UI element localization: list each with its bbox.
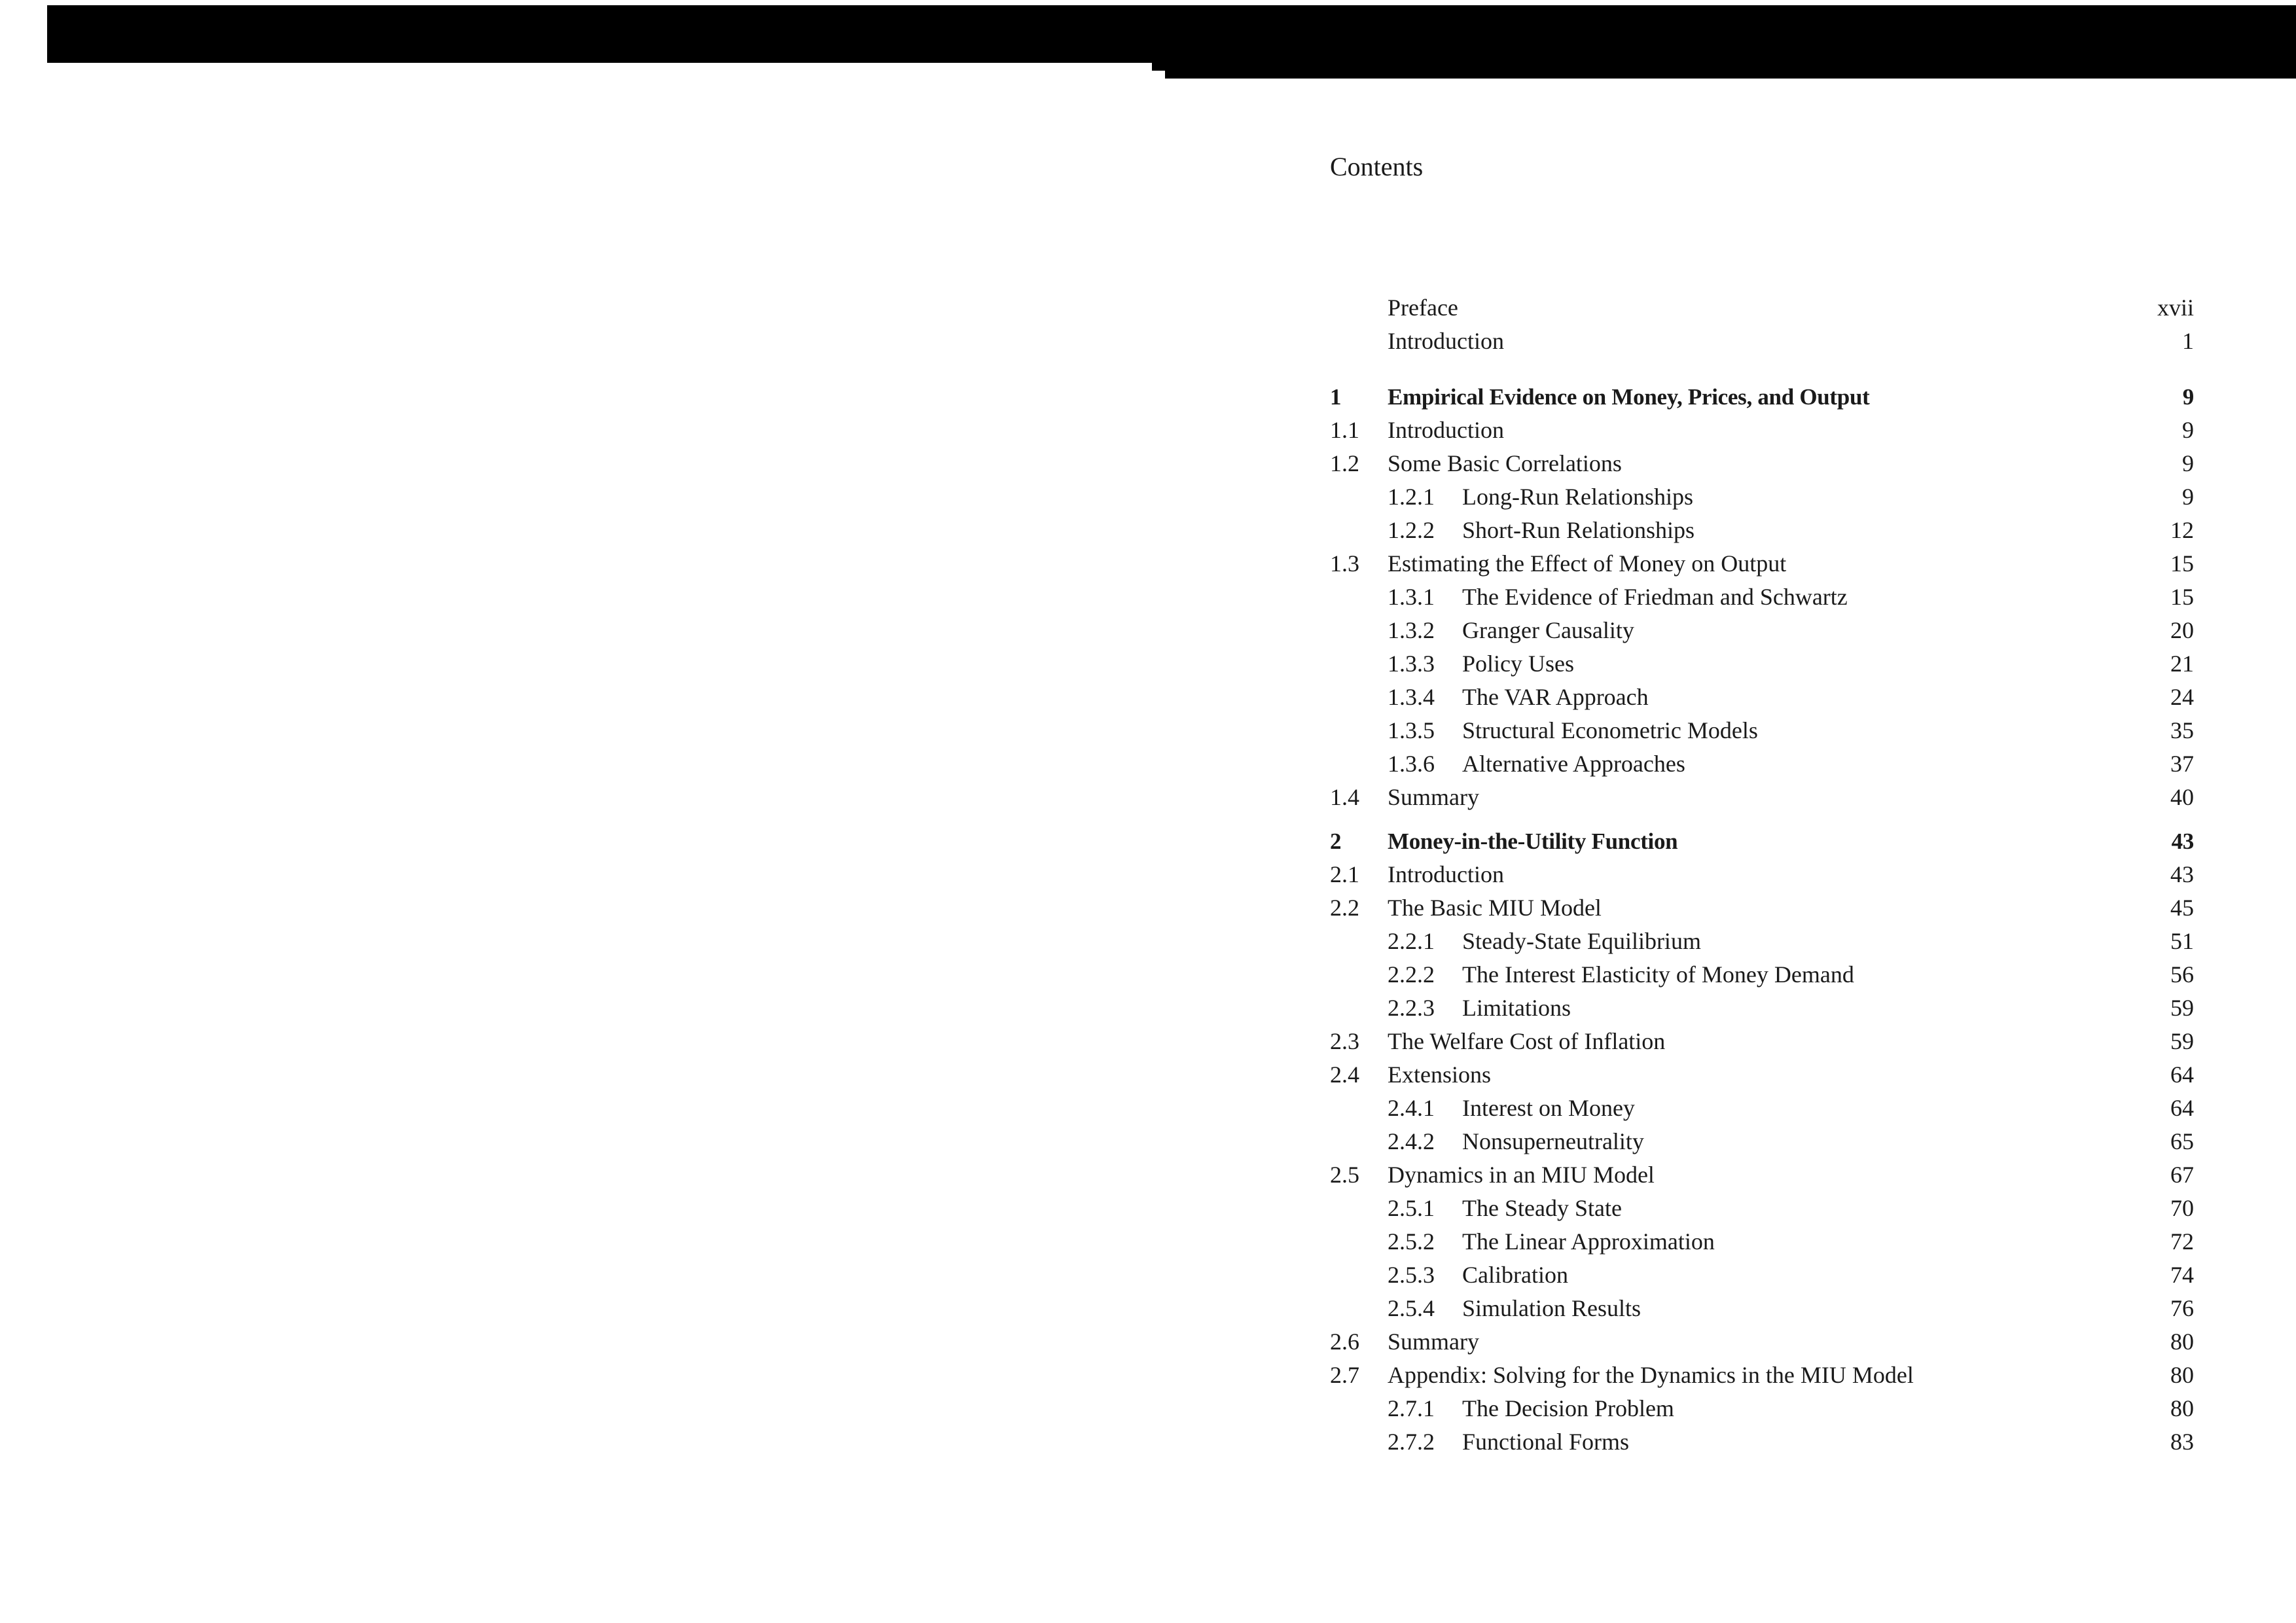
toc-entry-number: 2.4.1: [1388, 1095, 1435, 1121]
toc-entry-page: 70: [2170, 1195, 2194, 1221]
toc-entry-number: 1.3.4: [1388, 684, 1435, 710]
toc-entry-page: 9: [2182, 484, 2194, 510]
toc-entry-title: The Welfare Cost of Inflation: [1388, 1028, 1666, 1054]
toc-entry-number: 2.7: [1330, 1362, 1359, 1388]
toc-entry-page: 65: [2170, 1128, 2194, 1154]
toc-entry-number: 1.2.1: [1388, 484, 1435, 510]
toc-entry-title: Introduction: [1388, 328, 1504, 354]
toc-entry-page: 83: [2170, 1429, 2194, 1455]
toc-entry-title: The Interest Elasticity of Money Demand: [1462, 961, 1854, 988]
toc-section-1-4[interactable]: [1330, 781, 2194, 814]
toc-entry-title: The Decision Problem: [1462, 1395, 1674, 1421]
toc-entry-page: 15: [2170, 584, 2194, 610]
toc-entry-page: 51: [2170, 928, 2194, 954]
page-title: Contents: [1330, 152, 1424, 181]
toc-entry-number: 2.4: [1330, 1061, 1359, 1088]
toc-entry-page: 80: [2170, 1329, 2194, 1355]
toc-entry-number: 2.5.1: [1388, 1195, 1435, 1221]
toc-section-2-4[interactable]: [1330, 1058, 2194, 1092]
toc-entry-title: Steady-State Equilibrium: [1462, 928, 1701, 954]
toc-entry-number: 1.2.2: [1388, 517, 1435, 543]
toc-entry-title: Summary: [1388, 784, 1479, 810]
toc-entry-title: Estimating the Effect of Money on Output: [1388, 550, 1787, 577]
toc-subsection-2-5-4[interactable]: [1330, 1292, 2194, 1325]
toc-section-1-2[interactable]: [1330, 447, 2194, 480]
toc-entry-number: 2.6: [1330, 1329, 1359, 1355]
toc-entry-title: Extensions: [1388, 1061, 1491, 1088]
toc-entry-page: 9: [2182, 417, 2194, 443]
toc-section-2-1[interactable]: [1330, 858, 2194, 891]
toc-entry-title: Structural Econometric Models: [1462, 717, 1758, 743]
toc-entry-page: 15: [2170, 550, 2194, 577]
scan-edge-left: [47, 5, 1173, 63]
toc-subsection-2-2-3[interactable]: [1330, 991, 2194, 1025]
toc-section-2-7[interactable]: [1330, 1359, 2194, 1392]
toc-entry-title: Limitations: [1462, 995, 1571, 1021]
toc-entry-page: 72: [2170, 1228, 2194, 1255]
toc-subsection-2-5-3[interactable]: [1330, 1258, 2194, 1292]
toc-entry-title: Policy Uses: [1462, 651, 1574, 677]
toc-entry-page: 64: [2170, 1061, 2194, 1088]
toc-entry-page: 37: [2170, 751, 2194, 777]
toc-entry-title: Alternative Approaches: [1462, 751, 1685, 777]
toc-entry-number: 1.4: [1330, 784, 1359, 810]
toc-entry-number: 2.2.3: [1388, 995, 1435, 1021]
toc-entry-number: 2.2.1: [1388, 928, 1435, 954]
toc-entry-page: 67: [2170, 1162, 2194, 1188]
toc-entry-title: Nonsuperneutrality: [1462, 1128, 1644, 1154]
blank-left-page: [0, 79, 1152, 1623]
toc-entry-title: Long-Run Relationships: [1462, 484, 1693, 510]
toc-subsection-1-3-5[interactable]: [1330, 714, 2194, 747]
toc-subsection-1-3-4[interactable]: [1330, 681, 2194, 714]
toc-entry-page: 45: [2170, 895, 2194, 921]
toc-subsection-1-2-2[interactable]: [1330, 514, 2194, 547]
toc-subsection-1-3-1[interactable]: [1330, 580, 2194, 614]
toc-chapter-2[interactable]: [1330, 825, 2194, 858]
toc-entry-title: The VAR Approach: [1462, 684, 1649, 710]
toc-entry-page: 43: [2170, 861, 2194, 887]
toc-entry-title: The Evidence of Friedman and Schwartz: [1462, 584, 1848, 610]
toc-entry-number: 2.7.2: [1388, 1429, 1435, 1455]
toc-entry-page: 9: [2182, 450, 2194, 476]
toc-entry-title: The Steady State: [1462, 1195, 1622, 1221]
toc-entry-title: Short-Run Relationships: [1462, 517, 1695, 543]
toc-entry-page: 80: [2170, 1362, 2194, 1388]
toc-entry-title: Introduction: [1388, 861, 1504, 887]
toc-entry-number: 1.3.3: [1388, 651, 1435, 677]
toc-entry-page: 9: [2182, 384, 2194, 410]
toc-entry-number: 2.4.2: [1388, 1128, 1435, 1154]
toc-entry-page: 59: [2170, 1028, 2194, 1054]
toc-entry-title: Some Basic Correlations: [1388, 450, 1622, 476]
toc-section-1-3[interactable]: [1330, 547, 2194, 580]
toc-entry-title: Dynamics in an MIU Model: [1388, 1162, 1655, 1188]
toc-entry-page: 56: [2170, 961, 2194, 988]
toc-entry-number: 2.7.1: [1388, 1395, 1435, 1421]
toc-entry-page: 20: [2170, 617, 2194, 643]
toc-entry-number: 2.1: [1330, 861, 1359, 887]
toc-entry-title: Appendix: Solving for the Dynamics in the MIU Model: [1388, 1362, 1914, 1388]
toc-entry-page: 80: [2170, 1395, 2194, 1421]
toc-entry-page: 35: [2170, 717, 2194, 743]
toc-entry-number: 1.3.6: [1388, 751, 1435, 777]
toc-subsection-1-3-6[interactable]: [1330, 747, 2194, 781]
toc-subsection-2-5-2[interactable]: [1330, 1225, 2194, 1258]
toc-entry-title: Empirical Evidence on Money, Prices, and Output: [1388, 384, 1870, 410]
toc-entry-title: Preface: [1388, 294, 1458, 321]
toc-entry-title: Calibration: [1462, 1262, 1568, 1288]
toc-entry-preface[interactable]: [1330, 291, 2194, 325]
toc-subsection-2-2-1[interactable]: [1330, 925, 2194, 958]
toc-entry-page: xvii: [2157, 294, 2194, 321]
toc-entry-number: 2.5.2: [1388, 1228, 1435, 1255]
toc-section-2-5[interactable]: [1330, 1158, 2194, 1192]
toc-entry-title: The Linear Approximation: [1462, 1228, 1715, 1255]
toc-entry-title: The Basic MIU Model: [1388, 895, 1602, 921]
toc-subsection-1-3-2[interactable]: [1330, 614, 2194, 647]
toc-entry-title: Summary: [1388, 1329, 1479, 1355]
toc-section-1-1[interactable]: [1330, 414, 2194, 447]
toc-entry-number: 1: [1330, 384, 1342, 410]
toc-subsection-2-4-2[interactable]: [1330, 1125, 2194, 1158]
toc-section-2-2[interactable]: [1330, 891, 2194, 925]
toc-entry-number: 2.3: [1330, 1028, 1359, 1054]
toc-section-2-3[interactable]: [1330, 1025, 2194, 1058]
toc-entry-number: 2.2: [1330, 895, 1359, 921]
toc-entry-number: 2.2.2: [1388, 961, 1435, 988]
table-of-contents: [1330, 291, 2194, 1459]
scan-edge-right: [1165, 5, 2296, 79]
toc-entry-title: Introduction: [1388, 417, 1504, 443]
toc-subsection-1-2-1[interactable]: [1330, 480, 2194, 514]
toc-entry-title: Interest on Money: [1462, 1095, 1635, 1121]
toc-entry-title: Functional Forms: [1462, 1429, 1630, 1455]
toc-entry-number: 1.2: [1330, 450, 1359, 476]
toc-entry-number: 2.5.3: [1388, 1262, 1435, 1288]
toc-subsection-1-3-3[interactable]: [1330, 647, 2194, 681]
toc-entry-number: 1.3: [1330, 550, 1359, 577]
toc-entry-page: 40: [2170, 784, 2194, 810]
toc-entry-page: 12: [2170, 517, 2194, 543]
toc-entry-page: 21: [2170, 651, 2194, 677]
toc-entry-title: Granger Causality: [1462, 617, 1634, 643]
toc-entry-number: 1.1: [1330, 417, 1359, 443]
toc-entry-page: 59: [2170, 995, 2194, 1021]
toc-entry-page: 1: [2182, 328, 2194, 354]
toc-entry-title: Money-in-the-Utility Function: [1388, 829, 1678, 854]
toc-subsection-2-7-2[interactable]: [1330, 1425, 2194, 1459]
toc-entry-number: 1.3.2: [1388, 617, 1435, 643]
toc-subsection-2-2-2[interactable]: [1330, 958, 2194, 991]
toc-entry-number: 1.3.5: [1388, 717, 1435, 743]
toc-section-2-6[interactable]: [1330, 1325, 2194, 1359]
toc-subsection-2-7-1[interactable]: [1330, 1392, 2194, 1425]
toc-entry-page: 64: [2170, 1095, 2194, 1121]
toc-entry-page: 24: [2170, 684, 2194, 710]
toc-subsection-2-4-1[interactable]: [1330, 1092, 2194, 1125]
toc-entry-number: 2: [1330, 829, 1342, 854]
toc-entry-number: 1.3.1: [1388, 584, 1435, 610]
toc-chapter-1[interactable]: [1330, 380, 2194, 414]
toc-entry-number: 2.5.4: [1388, 1295, 1435, 1321]
toc-entry-page: 43: [2171, 829, 2194, 854]
toc-entry-introduction[interactable]: [1330, 325, 2194, 358]
toc-entry-page: 76: [2170, 1295, 2194, 1321]
toc-entry-page: 74: [2170, 1262, 2194, 1288]
toc-entry-title: Simulation Results: [1462, 1295, 1641, 1321]
toc-entry-number: 2.5: [1330, 1162, 1359, 1188]
toc-subsection-2-5-1[interactable]: [1330, 1192, 2194, 1225]
